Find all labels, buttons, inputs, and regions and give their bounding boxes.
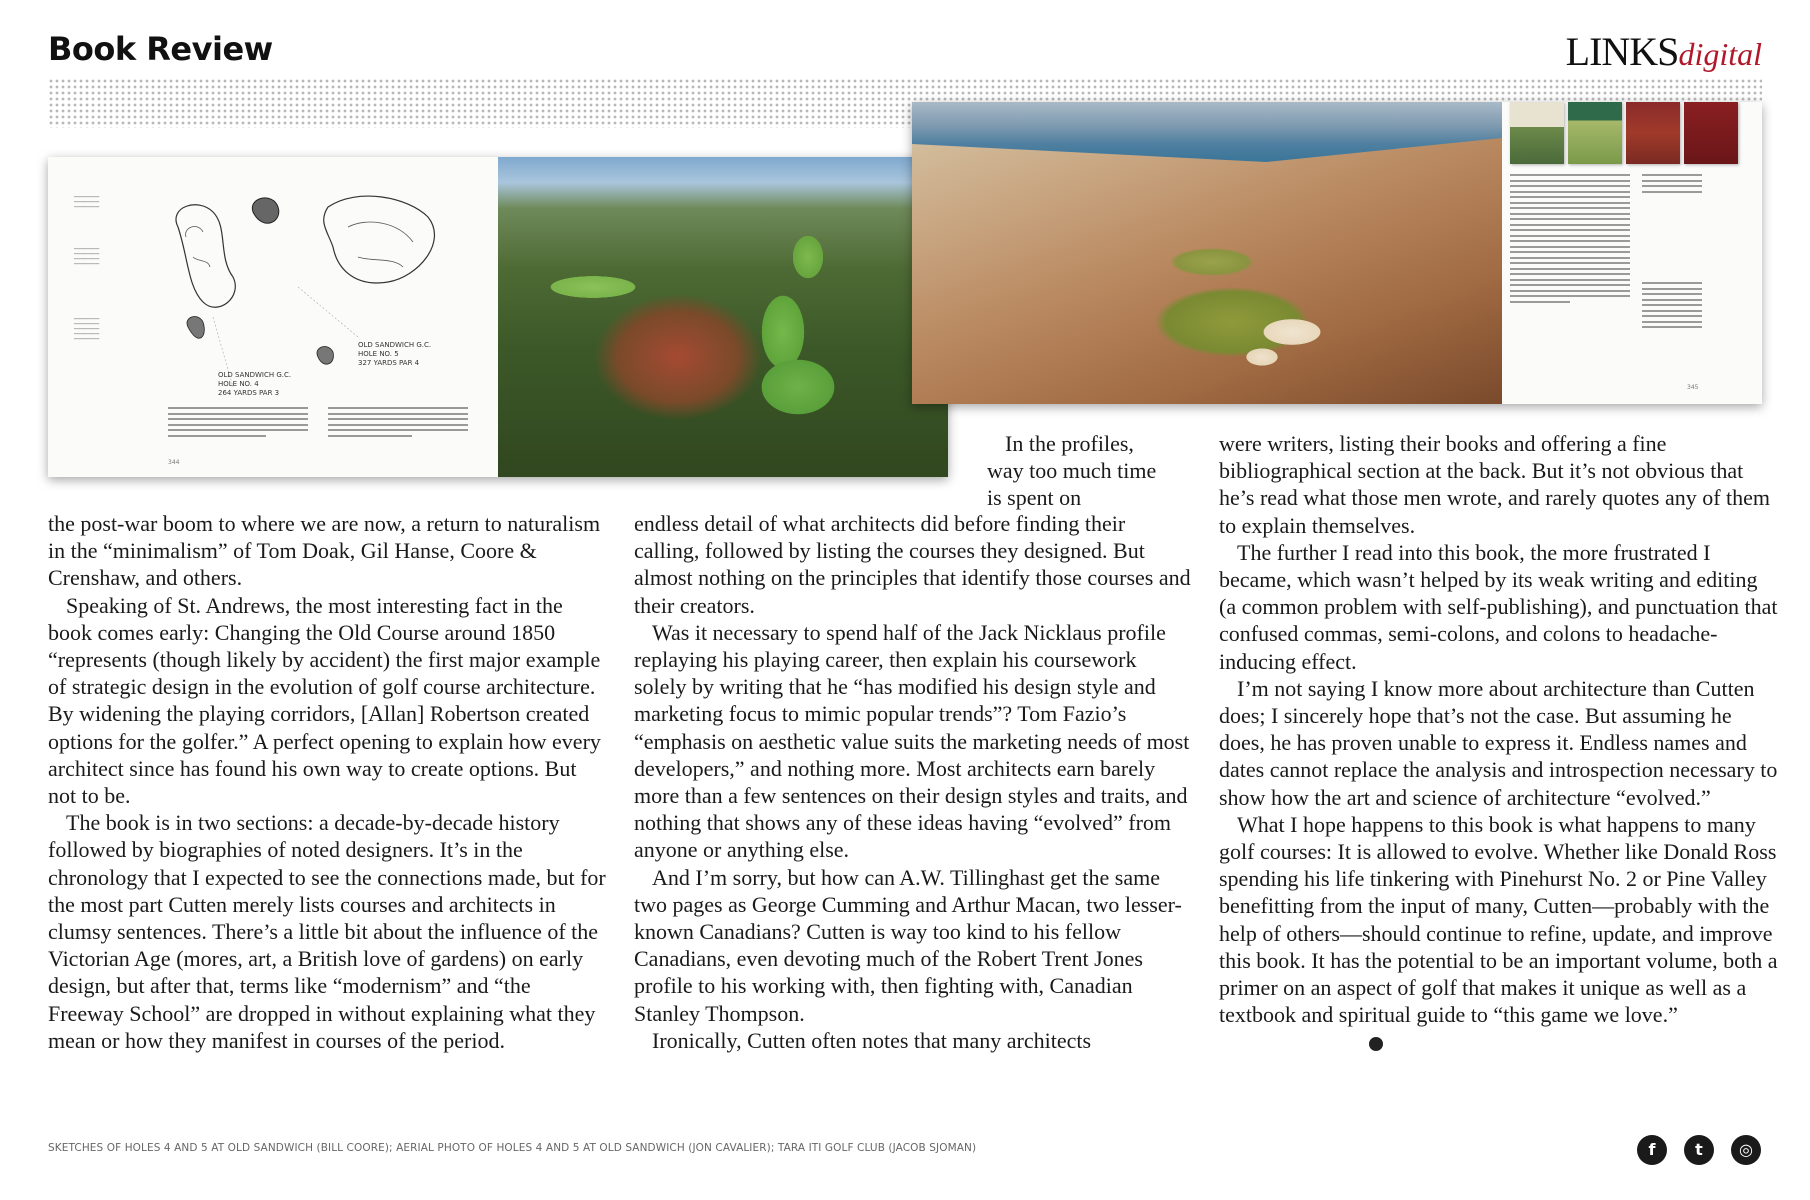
mini-body-text bbox=[168, 407, 308, 440]
sketch-page bbox=[48, 157, 498, 477]
sketch-label: 264 YARDS PAR 3 bbox=[218, 389, 280, 397]
end-mark-icon: L bbox=[1369, 1037, 1383, 1051]
paragraph: Ironically, Cutten often notes that many architects bbox=[652, 1027, 1092, 1053]
sketch-label: HOLE NO. 5 bbox=[358, 350, 399, 358]
book-cover bbox=[1568, 102, 1622, 164]
sketch-label: 327 YARDS PAR 4 bbox=[358, 359, 420, 367]
twitter-icon[interactable]: t bbox=[1684, 1135, 1714, 1165]
paragraph: the post-war boom to where we are now, a return to naturalism in the “minimalism” of Tom Doak, Gil Hanse, Coore & Crenshaw, and others. bbox=[48, 511, 601, 591]
coastal-course-photo bbox=[912, 102, 1502, 404]
paragraph-text: What I hope happens to this book is what happens to many golf courses: It is allowed to evolve. Whether like Donald Ross spending his life tinkering with Pinehurst No. 2 or Pine Valley benefitting from the input of many, Cutten—probably with the help of others—should continue to refine, update, and improve this book. It has the potential to be an important volume, both a primer on an aspect of golf that makes it unique as well as a textbook and spiritual guide to “this game we love.” bbox=[1219, 811, 1778, 1028]
book-cover bbox=[1626, 102, 1680, 164]
book-cover bbox=[1684, 102, 1738, 164]
paragraph: were writers, listing their books and offering a fine bibliographical section at the back. But it’s not obvious that he’s read what those men wrote, and rarely quotes any of them to explain themselves. bbox=[1219, 431, 1771, 538]
paragraph: And I’m sorry, but how can A.W. Tillinghast get the same two pages as George Cumming and Arthur Macan, two lesser-known Canadians? Cutten is way too kind to his fellow Canadians, even devoting much of the Robert Trent Jones profile to his working with, then fighting with, Canadian Stanley Thompson. bbox=[634, 864, 1182, 1026]
paragraph: Speaking of St. Andrews, the most interesting fact in the book comes early: Changing the Old Course around 1850 “represents (though likely by accident) the first major example of strategic design in the evolution of golf course architecture. By widening the playing corridors, [Allan] Robertson created options for the golfer.” A perfect opening to explain how every architect since has found his own way to create options. But not to be. bbox=[48, 592, 601, 809]
sketch-label: OLD SANDWICH G.C. bbox=[218, 371, 292, 379]
sketch-label: HOLE NO. 4 bbox=[218, 380, 259, 388]
mini-body-text bbox=[1642, 174, 1702, 196]
article-column-2 bbox=[634, 510, 1194, 1054]
paragraph-last bbox=[1219, 811, 1779, 1056]
paragraph: The further I read into this book, the more frustrated I became, which wasn’t helped by its weak writing and editing (a common problem with self-publishing), and punctuation that confused commas, semi-colons, and colons to headache-inducing effect. bbox=[1219, 539, 1778, 674]
sidebar-caption: ━━━━━━━━━━━━ ━━━━━━━━━━━━ ━━━━━━━━━━━━ bbox=[74, 195, 100, 209]
mini-body-text bbox=[1642, 282, 1702, 332]
sidebar-caption: ━━━━━━━━━━━━ ━━━━━━━━━━━━ ━━━━━━━━━━━━ ━━━━━━━━━━━━ bbox=[74, 247, 100, 266]
paragraph: The book is in two sections: a decade-by-decade history followed by biographies of noted designers. It’s in the chronology that I expected to see the connections made, but for the most part Cutten merely lists courses and architects in clumsy sentences. There’s a little bit about the influence of the Victorian Age (mores, art, a British love of gardens) on early design, but after that, terms like “modernism” and “the Freeway School” are dropped in without explaining what they mean or how they manifest in courses of the period. bbox=[48, 810, 606, 1053]
paragraph: Was it necessary to spend half of the Jack Nicklaus profile replaying his playing career, then explain his coursework solely by writing that he “has modified his design style and marketing focus to mimic popular trends”? Tom Fazio’s “emphasis on aesthetic value suits the marketing needs of most developers,” and nothing more. Most architects earn barely more than a few sentences on their design styles and traits, and nothing that shows any of these ideas having “evolved” from anyone or anything else. bbox=[634, 619, 1190, 863]
paragraph: In the profiles, way too much time is spent on bbox=[987, 431, 1157, 511]
hole-sketch-drawing bbox=[158, 187, 488, 407]
logo-sub: digital bbox=[1678, 36, 1762, 72]
article-column-2-intro bbox=[987, 430, 1167, 512]
facebook-icon[interactable]: f bbox=[1637, 1135, 1667, 1165]
book-text-page bbox=[1502, 102, 1762, 404]
sketch-label: OLD SANDWICH G.C. bbox=[358, 341, 432, 349]
mini-body-text bbox=[328, 407, 468, 440]
paragraph: I’m not saying I know more about architecture than Cutten does; I sincerely hope that’s not the case. But assuming he does, he has proven unable to express it. Endless names and dates cannot replace the analysis and introspection necessary to show how the art and science of architecture “evolved.” bbox=[1219, 675, 1778, 810]
sidebar-caption: ━━━━━━━━━━━━ ━━━━━━━━━━━━ ━━━━━━━━━━━━ ━━━━━━━━━━━━ ━━━━━━━━━━━━ bbox=[74, 317, 100, 341]
book-cover bbox=[1510, 102, 1564, 164]
links-digital-logo[interactable] bbox=[1566, 28, 1762, 75]
page-number: 344 bbox=[168, 459, 180, 466]
article-column-1 bbox=[48, 510, 608, 1054]
instagram-icon[interactable]: ◎ bbox=[1731, 1135, 1761, 1165]
paragraph: endless detail of what architects did before finding their calling, followed by listing the courses they designed. But almost nothing on the principles that identify those courses and their creators. bbox=[634, 511, 1191, 618]
aerial-photo bbox=[498, 157, 948, 477]
page-number: 345 bbox=[1687, 384, 1699, 391]
book-spread-right-image bbox=[912, 102, 1762, 404]
section-title: Book Review bbox=[48, 30, 273, 68]
mini-body-text bbox=[1510, 174, 1630, 306]
sea-area bbox=[912, 102, 1502, 162]
article-column-3 bbox=[1219, 430, 1779, 1056]
book-spread-left-image bbox=[48, 157, 948, 477]
photo-credits: SKETCHES OF HOLES 4 AND 5 AT OLD SANDWICH (BILL COORE); AERIAL PHOTO OF HOLES 4 AND 5 AT OLD SANDWICH (JON CAVALIER); TARA ITI GOLF CLUB (JACOB SJOMAN) bbox=[48, 1142, 977, 1154]
logo-main: LINKS bbox=[1565, 29, 1679, 74]
